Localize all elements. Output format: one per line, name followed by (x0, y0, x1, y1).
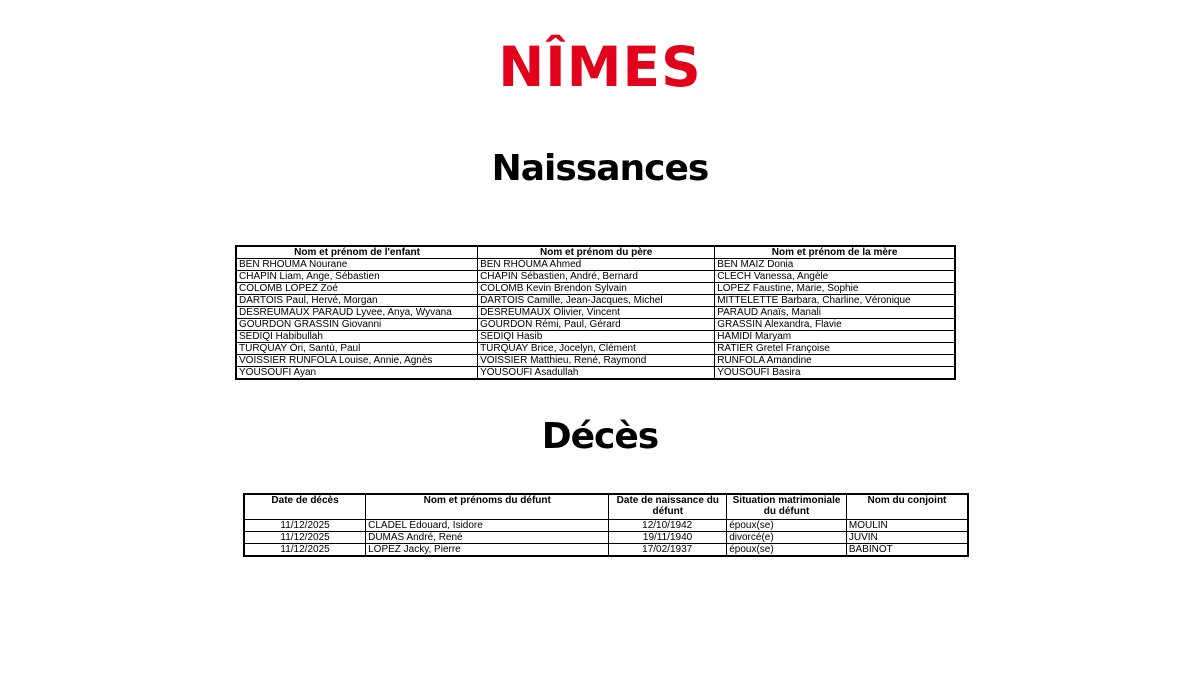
death-date-cell: 11/12/2025 (244, 532, 366, 544)
spouse-name-cell: BABINOT (846, 544, 968, 557)
child-name-cell: GOURDON GRASSIN Giovanni (236, 319, 478, 331)
father-name-cell: COLOMB Kevin Brendon Sylvain (478, 283, 715, 295)
child-name-cell: CHAPIN Liam, Ange, Sébastien (236, 271, 478, 283)
table-row (236, 307, 955, 319)
spouse-name-cell: MOULIN (846, 520, 968, 532)
births-table (235, 245, 956, 380)
child-name-cell: VOISSIER RUNFOLA Louise, Annie, Agnès (236, 355, 478, 367)
birth-date-cell: 19/11/1940 (609, 532, 727, 544)
marital-status-cell: divorcé(e) (727, 532, 847, 544)
table-row (236, 343, 955, 355)
section-title-naissances: Naissances (491, 148, 709, 189)
header-death-date: Date de décès (244, 494, 366, 520)
header-father-name: Nom et prénom du père (478, 246, 715, 259)
father-name-cell: YOUSOUFI Asadullah (478, 367, 715, 380)
birth-date-cell: 17/02/1937 (609, 544, 727, 557)
table-row (236, 283, 955, 295)
father-name-cell: GOURDON Rémi, Paul, Gérard (478, 319, 715, 331)
deaths-header-row (244, 494, 968, 520)
father-name-cell: CHAPIN Sébastien, André, Bernard (478, 271, 715, 283)
father-name-cell: DESREUMAUX Olivier, Vincent (478, 307, 715, 319)
deceased-name-cell: LOPEZ Jacky, Pierre (366, 544, 609, 557)
mother-name-cell: HAMIDI Maryam (715, 331, 955, 343)
father-name-cell: SEDIQI Hasib (478, 331, 715, 343)
child-name-cell: DARTOIS Paul, Hervé, Morgan (236, 295, 478, 307)
section-title-deces: Décès (541, 416, 659, 457)
child-name-cell: YOUSOUFI Ayan (236, 367, 478, 380)
mother-name-cell: RATIER Gretel Françoise (715, 343, 955, 355)
table-row (236, 271, 955, 283)
table-row (236, 367, 955, 380)
mother-name-cell: PARAUD Anaïs, Manali (715, 307, 955, 319)
header-child-name: Nom et prénom de l'enfant (236, 246, 478, 259)
child-name-cell: BEN RHOUMA Nourane (236, 259, 478, 271)
table-row (244, 544, 968, 557)
mother-name-cell: MITTELETTE Barbara, Charline, Véronique (715, 295, 955, 307)
father-name-cell: VOISSIER Matthieu, René, Raymond (478, 355, 715, 367)
table-row (244, 532, 968, 544)
deaths-table (243, 493, 969, 557)
mother-name-cell: CLECH Vanessa, Angèle (715, 271, 955, 283)
marital-status-cell: époux(se) (727, 520, 847, 532)
deceased-name-cell: DUMAS André, René (366, 532, 609, 544)
deceased-name-cell: CLADEL Edouard, Isidore (366, 520, 609, 532)
header-marital-status: Situation matrimoniale du défunt (727, 494, 847, 520)
header-birth-date: Date de naissance du défunt (609, 494, 727, 520)
table-row (236, 355, 955, 367)
nimes-logo: NÎMES (498, 35, 702, 99)
table-row (236, 319, 955, 331)
table-row (236, 259, 955, 271)
mother-name-cell: BEN MAIZ Donia (715, 259, 955, 271)
table-row (236, 331, 955, 343)
births-header-row (236, 246, 955, 259)
header-deceased-name: Nom et prénoms du défunt (366, 494, 609, 520)
mother-name-cell: RUNFOLA Amandine (715, 355, 955, 367)
marital-status-cell: époux(se) (727, 544, 847, 557)
table-row (244, 520, 968, 532)
table-row (236, 295, 955, 307)
header-mother-name: Nom et prénom de la mère (715, 246, 955, 259)
birth-date-cell: 12/10/1942 (609, 520, 727, 532)
mother-name-cell: LOPEZ Faustine, Marie, Sophie (715, 283, 955, 295)
child-name-cell: COLOMB LOPEZ Zoé (236, 283, 478, 295)
child-name-cell: TURQUAY Öri, Santù, Paul (236, 343, 478, 355)
child-name-cell: DESREUMAUX PARAUD Lyvee, Anya, Wyvana (236, 307, 478, 319)
death-date-cell: 11/12/2025 (244, 544, 366, 557)
mother-name-cell: YOUSOUFI Basira (715, 367, 955, 380)
header-spouse-name: Nom du conjoint (846, 494, 968, 520)
child-name-cell: SEDIQI Habibullah (236, 331, 478, 343)
spouse-name-cell: JUVIN (846, 532, 968, 544)
death-date-cell: 11/12/2025 (244, 520, 366, 532)
father-name-cell: BEN RHOUMA Ahmed (478, 259, 715, 271)
mother-name-cell: GRASSIN Alexandra, Flavie (715, 319, 955, 331)
father-name-cell: TURQUAY Brice, Jocelyn, Clément (478, 343, 715, 355)
father-name-cell: DARTOIS Camille, Jean-Jacques, Michel (478, 295, 715, 307)
